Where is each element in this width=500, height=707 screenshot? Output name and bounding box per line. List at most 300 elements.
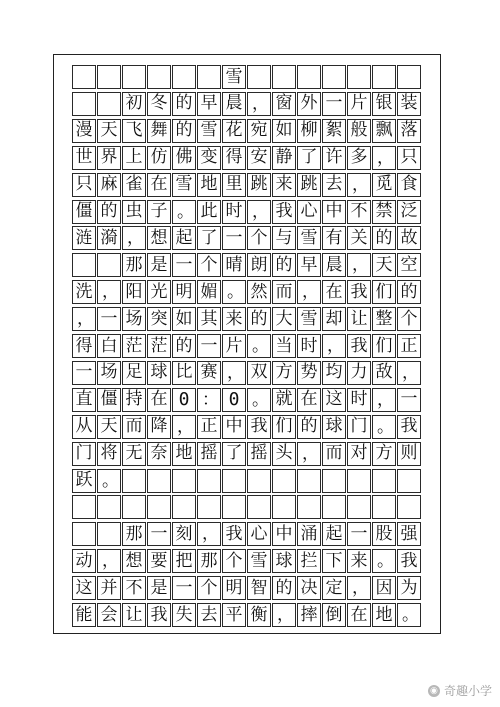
grid-cell: 势	[297, 361, 321, 385]
grid-cell: 一	[347, 522, 371, 546]
grid-cell: 拦	[297, 549, 321, 573]
grid-cell	[97, 253, 121, 277]
grid-cell: 絮	[322, 119, 346, 143]
grid-cell: 心	[297, 200, 321, 224]
text-row	[72, 334, 422, 358]
grid-cell: 我	[147, 603, 171, 627]
grid-cell: 足	[122, 361, 146, 385]
grid-cell: 方	[272, 361, 296, 385]
text-row	[72, 200, 422, 224]
grid-cell: 均	[322, 361, 346, 385]
grid-cell: 下	[322, 549, 346, 573]
grid-cell: 想	[122, 549, 146, 573]
grid-cell	[72, 495, 96, 519]
grid-cell: ，	[297, 442, 321, 466]
grid-cell: 。	[397, 603, 421, 627]
grid-cell: 无	[122, 442, 146, 466]
grid-cell: ，	[322, 334, 346, 358]
grid-cell: 外	[297, 92, 321, 116]
grid-cell: 场	[122, 307, 146, 331]
grid-cell	[247, 469, 271, 493]
grid-cell: 时	[297, 334, 321, 358]
grid-cell: 僵	[97, 388, 121, 412]
grid-cell: 了	[222, 442, 246, 466]
text-row	[72, 576, 422, 600]
grid-cell: 个	[397, 307, 421, 331]
grid-cell	[222, 469, 246, 493]
grid-cell: 其	[197, 307, 221, 331]
grid-cell: 倒	[322, 603, 346, 627]
grid-cell: 让	[347, 307, 371, 331]
grid-cell: 平	[222, 603, 246, 627]
grid-cell	[347, 65, 371, 89]
grid-cell: 光	[147, 280, 171, 304]
grid-cell: 宛	[247, 119, 271, 143]
grid-cell: 变	[197, 146, 221, 170]
grid-cell	[272, 469, 296, 493]
grid-cell	[147, 65, 171, 89]
composition-paper	[53, 54, 441, 634]
grid-cell: 在	[347, 603, 371, 627]
grid-cell: 心	[247, 522, 271, 546]
app-logo-icon: ◉	[428, 685, 440, 697]
grid-cell: 方	[372, 442, 396, 466]
grid-cell: 有	[322, 226, 346, 250]
grid-cell: 。	[372, 415, 396, 439]
grid-cell: 正	[397, 334, 421, 358]
grid-cell: 一	[322, 92, 346, 116]
grid-cell: 许	[322, 146, 346, 170]
watermark-text: 奇趣小学	[443, 684, 492, 698]
grid-cell: 雪	[297, 226, 321, 250]
grid-cell	[72, 92, 96, 116]
grid-cell: 雀	[122, 173, 146, 197]
text-row	[72, 495, 422, 519]
grid-cell: 的	[172, 119, 196, 143]
grid-cell: 降	[147, 415, 171, 439]
grid-cell	[147, 469, 171, 493]
grid-cell: 失	[172, 603, 196, 627]
grid-cell: 地	[172, 442, 196, 466]
grid-cell: 球	[147, 361, 171, 385]
grid-cell	[97, 92, 121, 116]
grid-cell: 的	[172, 334, 196, 358]
grid-cell	[322, 495, 346, 519]
grid-cell: ，	[222, 361, 246, 385]
grid-cell	[197, 65, 221, 89]
grid-cell: 并	[97, 576, 121, 600]
grid-cell	[247, 65, 271, 89]
grid-cell: 定	[322, 576, 346, 600]
grid-cell: 世	[72, 146, 96, 170]
grid-cell: ，	[97, 280, 121, 304]
grid-cell: 中	[272, 522, 296, 546]
grid-cell: 头	[272, 442, 296, 466]
grid-cell	[172, 469, 196, 493]
grid-cell: 跳	[297, 173, 321, 197]
grid-cell: 门	[347, 415, 371, 439]
text-row	[72, 549, 422, 573]
grid-cell: 雪	[247, 549, 271, 573]
grid-cell: 时	[222, 200, 246, 224]
grid-cell: 关	[347, 226, 371, 250]
grid-cell: 雪	[197, 119, 221, 143]
grid-cell: 一	[197, 334, 221, 358]
grid-cell: 把	[172, 549, 196, 573]
grid-cell: ，	[347, 253, 371, 277]
grid-cell: ，	[172, 415, 196, 439]
grid-cell: 是	[147, 576, 171, 600]
grid-cell: 决	[297, 576, 321, 600]
grid-cell: 会	[97, 603, 121, 627]
grid-cell: 般	[347, 119, 371, 143]
grid-cell: 这	[72, 576, 96, 600]
grid-cell	[147, 495, 171, 519]
grid-cell: 茫	[122, 334, 146, 358]
grid-cell: 。	[372, 549, 396, 573]
grid-cell: 。	[247, 388, 271, 412]
grid-cell: ，	[372, 146, 396, 170]
grid-cell: 虫	[122, 200, 146, 224]
grid-cell: 朗	[247, 253, 271, 277]
grid-cell: 我	[222, 522, 246, 546]
grid-cell: 而	[122, 415, 146, 439]
grid-cell: 白	[97, 334, 121, 358]
grid-cell: 因	[372, 576, 396, 600]
grid-cell	[397, 65, 421, 89]
grid-cell: 们	[372, 334, 396, 358]
grid-cell: 得	[222, 146, 246, 170]
grid-cell: 刻	[172, 522, 196, 546]
grid-cell: 雪	[172, 173, 196, 197]
grid-cell: 明	[222, 576, 246, 600]
grid-cell: 。	[247, 334, 271, 358]
grid-cell: 了	[197, 226, 221, 250]
text-row	[72, 388, 422, 412]
grid-cell: 当	[272, 334, 296, 358]
grid-cell: 股	[372, 522, 396, 546]
grid-cell: 双	[247, 361, 271, 385]
grid-cell: 泛	[397, 200, 421, 224]
grid-cell	[97, 495, 121, 519]
grid-cell: 雪	[297, 307, 321, 331]
text-row	[72, 361, 422, 385]
grid-cell: 禁	[372, 200, 396, 224]
grid-cell: 那	[122, 522, 146, 546]
grid-cell: 了	[297, 146, 321, 170]
grid-cell: 天	[372, 253, 396, 277]
grid-cell: 晴	[222, 253, 246, 277]
grid-cell	[297, 65, 321, 89]
grid-cell: 在	[297, 388, 321, 412]
grid-cell	[322, 65, 346, 89]
grid-cell: 动	[72, 549, 96, 573]
grid-cell: 从	[72, 415, 96, 439]
grid-cell: 跳	[247, 173, 271, 197]
grid-cell: 却	[322, 307, 346, 331]
grid-cell: 地	[372, 603, 396, 627]
grid-cell: 我	[347, 334, 371, 358]
grid-cell: 漪	[97, 226, 121, 250]
grid-cell	[297, 495, 321, 519]
grid-cell: 天	[97, 119, 121, 143]
grid-cell: 我	[397, 415, 421, 439]
grid-cell: 让	[122, 603, 146, 627]
grid-cell: 奈	[147, 442, 171, 466]
grid-cell: 来	[347, 549, 371, 573]
grid-cell: 为	[397, 576, 421, 600]
grid-cell: 中	[322, 200, 346, 224]
text-row	[72, 442, 422, 466]
grid-cell: 觅	[372, 173, 396, 197]
grid-cell: 来	[272, 173, 296, 197]
grid-cell	[347, 469, 371, 493]
grid-cell: ，	[247, 200, 271, 224]
grid-cell: 将	[97, 442, 121, 466]
grid-cell	[272, 65, 296, 89]
grid-cell: 0	[222, 388, 246, 412]
grid-cell: 个	[197, 253, 221, 277]
grid-cell: 早	[197, 92, 221, 116]
grid-cell: 只	[72, 173, 96, 197]
grid-cell: 窗	[272, 92, 296, 116]
grid-cell: 这	[322, 388, 346, 412]
grid-cell: 跃	[72, 469, 96, 493]
grid-cell: 界	[97, 146, 121, 170]
grid-cell: 起	[172, 226, 196, 250]
grid-cell: 摇	[197, 442, 221, 466]
grid-cell: ，	[247, 92, 271, 116]
watermark	[428, 682, 492, 699]
grid-cell: ，	[97, 549, 121, 573]
grid-cell: 在	[147, 173, 171, 197]
grid-cell: ，	[397, 361, 421, 385]
grid-cell: 如	[172, 307, 196, 331]
grid-cell: 去	[322, 173, 346, 197]
grid-cell: 一	[172, 576, 196, 600]
text-row	[72, 253, 422, 277]
grid-cell	[172, 495, 196, 519]
grid-cell	[222, 495, 246, 519]
grid-cell: 银	[372, 92, 396, 116]
grid-cell: 摔	[297, 603, 321, 627]
grid-cell	[397, 469, 421, 493]
grid-cell: 那	[122, 253, 146, 277]
grid-cell: 起	[322, 522, 346, 546]
grid-cell: 的	[372, 226, 396, 250]
grid-cell	[97, 65, 121, 89]
grid-cell: 佛	[172, 146, 196, 170]
grid-cell: 一	[172, 253, 196, 277]
grid-cell: 而	[322, 442, 346, 466]
grid-cell	[372, 65, 396, 89]
grid-cell: 地	[197, 173, 221, 197]
grid-cell	[372, 495, 396, 519]
grid-cell: 媚	[197, 280, 221, 304]
grid-cell: 在	[147, 388, 171, 412]
grid-cell: 强	[397, 522, 421, 546]
grid-cell: 如	[272, 119, 296, 143]
grid-cell: 赛	[197, 361, 221, 385]
grid-cell: 来	[222, 307, 246, 331]
grid-cell: 此	[197, 200, 221, 224]
grid-cell: 上	[122, 146, 146, 170]
grid-cell: 子	[147, 200, 171, 224]
grid-cell: 球	[322, 415, 346, 439]
grid-cell: 的	[297, 415, 321, 439]
text-row	[72, 307, 422, 331]
essay-title: 雪	[222, 65, 246, 89]
grid-cell: 晨	[322, 253, 346, 277]
grid-cell	[197, 469, 221, 493]
grid-cell: 智	[247, 576, 271, 600]
grid-cell: 一	[222, 226, 246, 250]
grid-cell: 故	[397, 226, 421, 250]
grid-cell: 。	[172, 200, 196, 224]
grid-cell: 片	[347, 92, 371, 116]
grid-cell: 是	[147, 253, 171, 277]
grid-cell: 得	[72, 334, 96, 358]
grid-cell: 敌	[372, 361, 396, 385]
grid-cell: 安	[247, 146, 271, 170]
grid-cell: 0	[172, 388, 196, 412]
grid-cell: ，	[372, 388, 396, 412]
grid-cell: 初	[122, 92, 146, 116]
text-row	[72, 92, 422, 116]
grid-cell	[122, 65, 146, 89]
grid-cell: 阳	[122, 280, 146, 304]
grid-cell: 场	[97, 361, 121, 385]
grid-cell: ，	[197, 522, 221, 546]
grid-cell: ，	[72, 307, 96, 331]
grid-cell: 一	[97, 307, 121, 331]
grid-cell: 对	[347, 442, 371, 466]
grid-cell: 涌	[297, 522, 321, 546]
grid-cell: 正	[197, 415, 221, 439]
grid-cell: 静	[272, 146, 296, 170]
grid-cell: 僵	[72, 200, 96, 224]
grid-cell	[397, 495, 421, 519]
grid-cell: 多	[347, 146, 371, 170]
grid-cell: 突	[147, 307, 171, 331]
grid-cell: 的	[97, 200, 121, 224]
grid-cell: 能	[72, 603, 96, 627]
grid-cell: 。	[222, 280, 246, 304]
grid-cell: 我	[247, 415, 271, 439]
grid-cell: 的	[247, 307, 271, 331]
grid-cell: 中	[222, 415, 246, 439]
grid-cell: 仿	[147, 146, 171, 170]
grid-cell: 想	[147, 226, 171, 250]
grid-cell	[72, 522, 96, 546]
grid-cell: 晨	[222, 92, 246, 116]
grid-cell: 与	[272, 226, 296, 250]
grid-cell: 茫	[147, 334, 171, 358]
grid-cell: 则	[397, 442, 421, 466]
text-row	[72, 173, 422, 197]
grid-cell: 。	[97, 469, 121, 493]
grid-cell: 片	[222, 334, 246, 358]
grid-cell: 柳	[297, 119, 321, 143]
grid-cell: 舞	[147, 119, 171, 143]
grid-cell: 漫	[72, 119, 96, 143]
grid-cell	[272, 495, 296, 519]
text-row	[72, 522, 422, 546]
grid-cell: 去	[197, 603, 221, 627]
grid-cell	[372, 469, 396, 493]
grid-cell: 们	[372, 280, 396, 304]
grid-cell: 的	[397, 280, 421, 304]
grid-cell: ，	[297, 280, 321, 304]
grid-cell: 天	[97, 415, 121, 439]
grid-cell: 的	[172, 92, 196, 116]
grid-cell: 那	[197, 549, 221, 573]
grid-cell: 我	[272, 200, 296, 224]
grid-cell	[122, 495, 146, 519]
grid-cell: 飘	[372, 119, 396, 143]
grid-cell: 里	[222, 173, 246, 197]
grid-cell: 持	[122, 388, 146, 412]
grid-cell	[97, 522, 121, 546]
grid-cell	[197, 495, 221, 519]
grid-cell: ，	[272, 603, 296, 627]
grid-cell: 飞	[122, 119, 146, 143]
grid-cell: 整	[372, 307, 396, 331]
grid-cell: 一	[147, 522, 171, 546]
grid-cell: 力	[347, 361, 371, 385]
grid-cell: 麻	[97, 173, 121, 197]
grid-cell: ，	[347, 576, 371, 600]
grid-cell: 门	[72, 442, 96, 466]
grid-cell: 早	[297, 253, 321, 277]
text-row	[72, 415, 422, 439]
grid-cell: 食	[397, 173, 421, 197]
grid-cell: 而	[272, 280, 296, 304]
grid-cell	[122, 469, 146, 493]
text-row	[72, 469, 422, 493]
grid-cell: 洗	[72, 280, 96, 304]
text-row	[72, 119, 422, 143]
grid-cell: 比	[172, 361, 196, 385]
grid-cell: 不	[122, 576, 146, 600]
grid-cell: 明	[172, 280, 196, 304]
text-row	[72, 603, 422, 627]
grid-cell: ，	[122, 226, 146, 250]
grid-cell: ：	[197, 388, 221, 412]
grid-cell: 不	[347, 200, 371, 224]
grid-cell	[72, 253, 96, 277]
grid-cell: 一	[72, 361, 96, 385]
grid-cell	[247, 495, 271, 519]
grid-cell: 们	[272, 415, 296, 439]
grid-cell: 花	[222, 119, 246, 143]
grid-cell: 个	[222, 549, 246, 573]
grid-cell: 空	[397, 253, 421, 277]
grid-cell: 时	[347, 388, 371, 412]
grid-cell: ，	[347, 173, 371, 197]
text-row	[72, 146, 422, 170]
grid-cell: 个	[247, 226, 271, 250]
grid-cell: 落	[397, 119, 421, 143]
text-row	[72, 226, 422, 250]
grid-cell: 的	[272, 253, 296, 277]
grid-cell: 只	[397, 146, 421, 170]
title-row	[72, 65, 422, 89]
grid-cell: 涟	[72, 226, 96, 250]
grid-cell	[347, 495, 371, 519]
grid-cell: 冬	[147, 92, 171, 116]
grid-cell: 衡	[247, 603, 271, 627]
